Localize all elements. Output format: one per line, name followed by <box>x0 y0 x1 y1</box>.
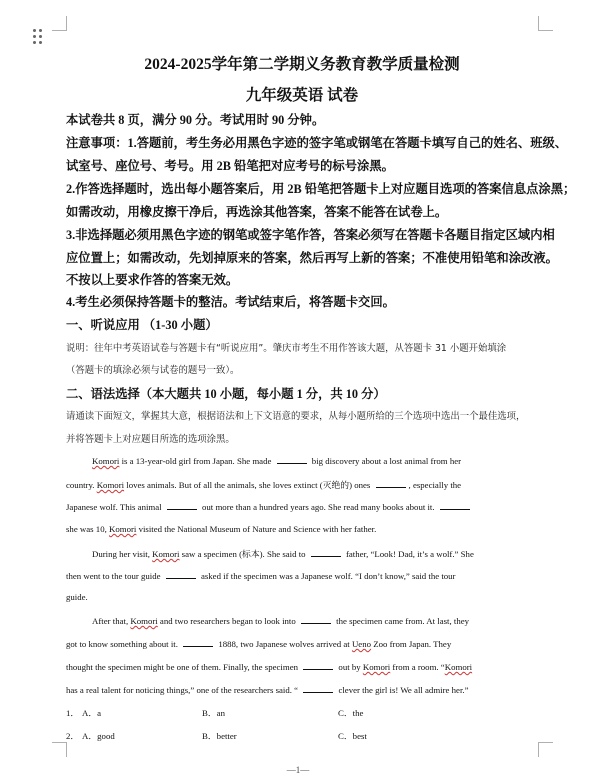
passage-line-6: then went to the tour guide asked if the specimen was a Japanese wolf. “I don’t know,” said the tour <box>66 571 456 581</box>
corner-mark-top-left <box>52 16 67 31</box>
section1-desc-a: 说明：往年中考英语试卷与答题卡有“听说应用”。肇庆市考生不用作答该大题，从答题卡 31 小题开始填涂 <box>66 343 507 354</box>
passage-line-4: she was 10, Komori visited the National Museum of Nature and Science with her father. <box>66 524 377 534</box>
blank-37 <box>301 615 331 624</box>
question-number: 2． <box>66 731 80 741</box>
section2-desc-a: 请通读下面短文，掌握其大意，根据语法和上下文语意的要求，从每小题所给的三个选项中选出一个最佳选项， <box>66 411 526 422</box>
note-4: 4.考生必须保持答题卡的整洁。考试结束后，将答题卡交回。 <box>66 295 395 309</box>
note-3c: 不按以上要求作答的答案无效。 <box>66 273 239 287</box>
passage-line-3: Japanese wolf. This animal out more than a hundred years ago. She read many books about it. <box>66 501 473 512</box>
name-komori: Komori <box>92 456 120 466</box>
note-1a: 注意事项：1.答题前，考生务必用黑色字迹的签字笔或钢笔在答题卡填写自己的姓名、班级、 <box>66 136 568 150</box>
exam-title: 2024-2025学年第二学期义务教育教学质量检测 <box>144 56 460 73</box>
name-komori: Komori <box>152 549 180 559</box>
section2-desc-b: 并将答题卡上对应题目所选的选项涂黑。 <box>66 434 235 445</box>
blank-39 <box>303 661 333 670</box>
blank-40 <box>303 684 333 693</box>
option-a: A．a <box>82 708 102 718</box>
note-2a: 2.作答选择题时，选出每小题答案后，用 2B 铅笔把答题卡上对应题目选项的答案信息点涂黑； <box>66 182 576 196</box>
section1-heading: 一、听说应用 （1-30 小题） <box>66 318 218 332</box>
note-3b: 应位置上；如需改动，先划掉原来的答案，然后再写上新的答案；不准使用铅笔和涂改液。 <box>66 251 558 265</box>
passage-line-5: During her visit, Komori saw a specimen (标本). She said to father, “Look! Dad, it’s a wolf.” She <box>92 549 474 559</box>
drag-handle-icon[interactable] <box>33 29 43 45</box>
passage-line-1: Komori is a 13-year-old girl from Japan. She made big discovery about a lost animal from her <box>92 456 462 466</box>
blank-32 <box>376 479 406 488</box>
name-ueno: Ueno <box>351 639 372 649</box>
note-1b: 试室号、座位号、考号。用 2B 铅笔把对应考号的标号涂黑。 <box>66 159 394 173</box>
blank-36 <box>166 570 196 579</box>
name-komori: Komori <box>444 662 473 672</box>
passage-line-10: thought the specimen might be one of them. Finally, the specimen out by Komori from a room. “Komori <box>66 662 473 672</box>
note-2b: 如需改动，用橡皮擦干净后，再选涂其他答案，答案不能答在试卷上。 <box>66 205 448 219</box>
option-c: C．the <box>338 708 364 718</box>
note-3a: 3.非选择题必须用黑色字迹的钢笔或签字笔作答，答案必须写在答题卡各题目指定区域内相 <box>66 228 555 242</box>
section1-desc-b: （答题卡的填涂必须与试卷的题号一致）。 <box>66 365 240 376</box>
exam-subtitle: 九年级英语 试卷 <box>245 87 359 104</box>
name-komori: Komori <box>130 616 158 626</box>
passage-line-7: guide. <box>66 592 88 602</box>
corner-mark-top-right <box>538 16 553 31</box>
name-komori: Komori <box>96 480 125 490</box>
name-komori: Komori <box>362 662 391 672</box>
page-number: —1— <box>286 765 310 775</box>
question-number: 1． <box>66 708 80 718</box>
blank-38 <box>183 638 213 647</box>
option-c: C．best <box>338 731 367 741</box>
option-b: B．an <box>202 708 225 718</box>
blank-35 <box>311 548 341 557</box>
section2-heading: 二、语法选择（本大题共 10 小题，每小题 1 分，共 10 分） <box>66 387 386 401</box>
blank-33 <box>167 501 197 510</box>
option-a: A．good <box>82 731 115 741</box>
intro-line: 本试卷共 8 页，满分 90 分。考试用时 90 分钟。 <box>66 113 325 127</box>
blank-31 <box>277 455 307 464</box>
passage-line-2: country. Komori loves animals. But of all the animals, she loves extinct (灭绝的) ones , especially the <box>66 480 462 490</box>
passage-line-8: After that, Komori and two researchers began to look into the specimen came from. At last, they <box>92 616 470 626</box>
name-komori: Komori <box>109 524 137 534</box>
option-b: B．better <box>202 731 237 741</box>
corner-mark-bottom-right <box>538 742 553 757</box>
blank-34 <box>440 501 470 510</box>
passage-line-9: got to know something about it. 1888, two Japanese wolves arrived at Ueno Zoo from Japan. They <box>66 639 452 649</box>
corner-mark-bottom-left <box>52 742 67 757</box>
passage-line-11: has a real talent for noticing things,” one of the researchers said. “ clever the girl is! We all admire her.” <box>66 685 469 695</box>
